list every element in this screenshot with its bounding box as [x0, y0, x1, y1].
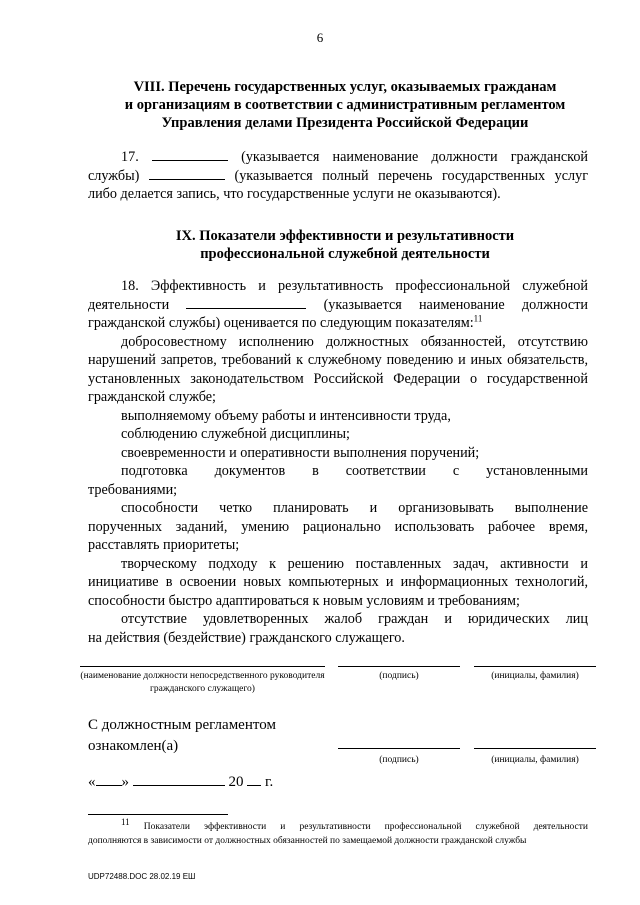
- paragraph-17-text: (указывается наименование должности гражданской: [241, 149, 589, 165]
- blank-field: [186, 296, 306, 309]
- indicator-item-first-line: подготовка документов в соответствии с установленными: [121, 463, 588, 479]
- section-8-heading-line: Управления делами Президента Российской Федерации: [161, 115, 529, 131]
- employee-signature-line: [338, 748, 460, 749]
- date-open-quote: «: [88, 774, 96, 790]
- employee-initials-caption: (инициалы, фамилия): [491, 755, 579, 765]
- paragraph-18-text: (указывается наименование должности: [323, 296, 589, 313]
- footnote-marker: 11: [121, 816, 130, 827]
- footnote-reference: 11: [473, 313, 483, 324]
- blank-field: [149, 167, 225, 180]
- acknowledgement-line: С должностным регламентом: [88, 717, 276, 733]
- file-footer: UDP72488.DOC 28.02.19 ЕШ: [88, 872, 196, 881]
- paragraph-17: [88, 148, 588, 204]
- indicator-item-continuation: инициативе в освоении новых компьютерных и информационных технологий, способности быстро адаптироваться к новым условиям и требованиям;: [88, 574, 588, 609]
- section-9-heading: [60, 227, 630, 263]
- indicator-item-continuation: требованиями;: [88, 481, 178, 498]
- date-close-quote: »: [121, 774, 129, 790]
- paragraph-17-line-2: [88, 167, 588, 186]
- section-9-heading-line: IX. Показатели эффективности и результативности: [175, 228, 515, 244]
- indicator-item: [88, 425, 588, 444]
- indicator-item: [88, 555, 588, 611]
- section-9-heading-line: профессиональной служебной деятельности: [200, 246, 490, 262]
- year-prefix: 20: [228, 774, 244, 790]
- employee-signature-caption: (подпись): [379, 755, 419, 765]
- acknowledgement-line: ознакомлен(а): [88, 738, 179, 754]
- supervisor-signature-line: [338, 666, 460, 667]
- paragraph-17-text: (указывается полный перечень государственных услуг: [234, 167, 589, 184]
- supervisor-signature-caption: (подпись): [379, 671, 419, 681]
- acknowledgement-text: [88, 715, 276, 757]
- indicator-item: [88, 610, 588, 647]
- paragraph-18-line-2: [88, 296, 588, 315]
- footnote-line-1: [88, 816, 588, 835]
- year-suffix: г.: [265, 774, 274, 790]
- paragraph-18-text: деятельности: [88, 296, 170, 313]
- indicator-item-first-line: отсутствие удовлетворенных жалоб граждан и юридических лиц: [121, 611, 588, 627]
- date-line: [88, 773, 273, 791]
- indicator-item-first-line: выполняемому объему работы и интенсивности труда,: [121, 407, 451, 424]
- paragraph-17-line-3: либо делается запись, что государственные услуги не оказываются).: [88, 186, 501, 202]
- footnote: [88, 816, 588, 848]
- paragraph-18: [88, 277, 588, 647]
- paragraph-18-line-3: [88, 314, 588, 333]
- indicator-item: [88, 333, 588, 407]
- employee-initials-line: [474, 748, 596, 749]
- supervisor-position-caption: (наименование должности непосредственного руководителя гражданского служащего): [80, 671, 325, 694]
- blank-field: [152, 148, 228, 161]
- indicator-item-first-line: соблюдению служебной дисциплины;: [121, 426, 350, 442]
- indicator-item-first-line: своевременности и оперативности выполнения поручений;: [121, 444, 480, 461]
- indicator-item-continuation: нарушений запретов, требований к служебному поведению и иных обязательств, установленных законодательством Российской Федерации о государственной гражданской службе;: [88, 352, 588, 405]
- supervisor-initials-line: [474, 666, 596, 667]
- paragraph-17-text: службы): [88, 167, 140, 184]
- indicator-item: [88, 462, 588, 499]
- indicator-item: [88, 444, 588, 463]
- section-8-heading: [60, 78, 630, 132]
- footnote-line-2: дополняются в зависимости от должностных обязанностей по замещаемой должности гражданской службы: [88, 835, 527, 846]
- indicator-item-first-line: добросовестному исполнению должностных обязанностей, отсутствию: [121, 333, 588, 350]
- indicator-item: [88, 499, 588, 555]
- indicator-item-first-line: творческому подходу к решению поставленных задач, активности и: [121, 555, 588, 572]
- month-blank: [133, 773, 225, 786]
- section-8-heading-line: и организациям в соответствии с административным регламентом: [124, 97, 566, 113]
- paragraph-18-text: гражданской службы) оценивается по следующим показателям:: [88, 315, 474, 331]
- indicator-item-continuation: на действия (бездействие) гражданского служащего.: [88, 629, 405, 646]
- supervisor-position-line: [80, 666, 325, 667]
- page-number: 6: [316, 30, 324, 45]
- indicator-item-first-line: способности четко планировать и организовывать выполнение: [121, 500, 588, 516]
- paragraph-number: 17.: [121, 149, 139, 165]
- paragraph-17-line-1: [88, 148, 588, 167]
- section-8-heading-line: VIII. Перечень государственных услуг, оказываемых гражданам: [133, 79, 557, 95]
- indicator-item-continuation: порученных заданий, умению рационально использовать рабочее время, расставлять приоритеты;: [88, 518, 588, 553]
- day-blank: [96, 773, 122, 786]
- footnote-text: Показатели эффективности и результативности профессиональной служебной деятельности: [143, 822, 588, 832]
- footnote-separator: [88, 814, 228, 815]
- year-blank: [247, 773, 261, 786]
- supervisor-initials-caption: (инициалы, фамилия): [491, 671, 579, 681]
- indicator-item: [88, 407, 588, 426]
- paragraph-18-line-1: 18. Эффективность и результативность профессиональной служебной: [121, 278, 588, 294]
